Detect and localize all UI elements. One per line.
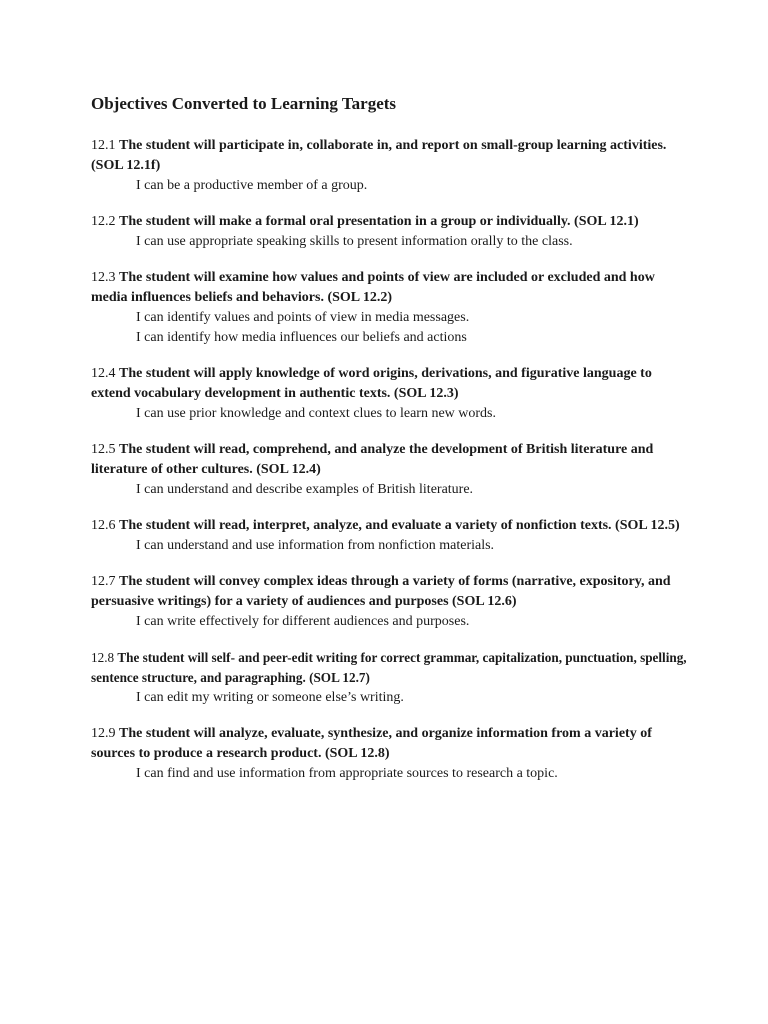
learning-target: I can understand and describe examples of British literature. <box>136 482 474 497</box>
objective-12-6 <box>91 516 691 556</box>
objective-text: The student will participate in, collaborate in, and report on small-group learning activities. (SOL 12.1f) <box>91 138 667 173</box>
learning-target: I can be a productive member of a group. <box>136 178 368 193</box>
learning-target: I can identify values and points of view in media messages. <box>136 310 470 325</box>
objective-number: 12.1 <box>91 138 119 153</box>
objective-statement <box>91 136 691 176</box>
objective-text: The student will convey complex ideas through a variety of forms (narrative, expository, and persuasive writings) for a variety of audiences and purposes (SOL 12.6) <box>91 574 671 609</box>
objective-text: The student will read, comprehend, and analyze the development of British literature and literature of other cultures. (SOL 12.4) <box>91 442 654 477</box>
objective-text: The student will self- and peer-edit writing for correct grammar, capitalization, punctuation, spelling, sentence structure, and paragraphing. (SOL 12.7) <box>91 650 687 685</box>
objective-number: 12.9 <box>91 726 119 741</box>
learning-target: I can find and use information from appropriate sources to research a topic. <box>136 766 558 781</box>
objective-statement <box>91 212 691 232</box>
objective-12-2 <box>91 212 691 252</box>
objective-text: The student will read, interpret, analyze, and evaluate a variety of nonfiction texts. (SOL 12.5) <box>119 518 680 533</box>
document-title: Objectives Converted to Learning Targets <box>91 94 397 113</box>
objective-number: 12.6 <box>91 518 119 533</box>
objective-12-7 <box>91 572 691 632</box>
objective-statement <box>91 648 691 688</box>
learning-target: I can use appropriate speaking skills to present information orally to the class. <box>136 234 573 249</box>
objective-statement <box>91 364 691 404</box>
objective-12-4 <box>91 364 691 424</box>
learning-target: I can use prior knowledge and context clues to learn new words. <box>136 406 496 421</box>
learning-target: I can edit my writing or someone else’s writing. <box>136 690 404 705</box>
learning-target: I can write effectively for different audiences and purposes. <box>136 614 470 629</box>
objective-statement <box>91 572 691 612</box>
objective-text: The student will apply knowledge of word origins, derivations, and figurative language to extend vocabulary development in authentic texts. (SOL 12.3) <box>91 366 652 401</box>
learning-target: I can understand and use information from nonfiction materials. <box>136 538 495 553</box>
objective-number: 12.4 <box>91 366 119 381</box>
document-page <box>91 93 691 800</box>
objective-number: 12.8 <box>91 650 118 665</box>
objective-statement <box>91 440 691 480</box>
objective-number: 12.7 <box>91 574 119 589</box>
objective-12-1 <box>91 136 691 196</box>
objective-text: The student will analyze, evaluate, synthesize, and organize information from a variety of sources to produce a research product. (SOL 12.8) <box>91 726 652 761</box>
objective-12-3 <box>91 268 691 348</box>
objective-statement <box>91 268 691 308</box>
objective-number: 12.3 <box>91 270 119 285</box>
objective-statement <box>91 516 691 536</box>
objective-text: The student will examine how values and points of view are included or excluded and how media influences beliefs and behaviors. (SOL 12.2) <box>91 270 655 305</box>
objective-text: The student will make a formal oral presentation in a group or individually. (SOL 12.1) <box>119 214 639 229</box>
learning-target: I can identify how media influences our beliefs and actions <box>136 330 467 345</box>
objective-12-5 <box>91 440 691 500</box>
objective-number: 12.2 <box>91 214 119 229</box>
objective-12-9 <box>91 724 691 784</box>
objective-statement <box>91 724 691 764</box>
objective-12-8 <box>91 648 691 708</box>
objective-number: 12.5 <box>91 442 119 457</box>
